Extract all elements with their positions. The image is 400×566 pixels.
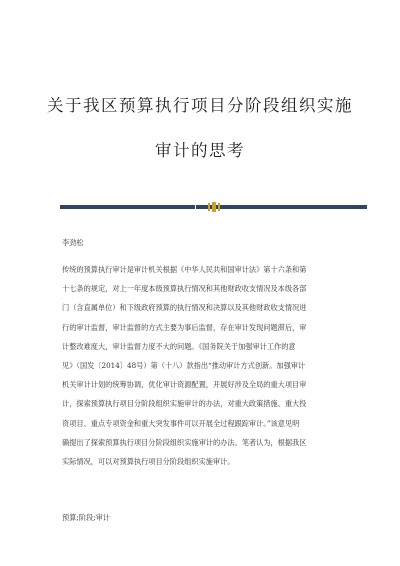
- document-title-line2: 审计的思考: [155, 141, 245, 160]
- body-line: 确提出了探索预算执行项目分阶段组织实施审计的办法。笔者认为，根据我区: [62, 437, 307, 447]
- body-line: 十七条的规定，对上一年度本级预算执行情况和其他财政收支情况及本级各部: [62, 284, 307, 294]
- body-line: 传统的预算执行审计是审计机关根据《中华人民共和国审计法》第十六条和第: [62, 265, 307, 274]
- body-line: 见》（国发〔2014〕48号）第（十八）款指出“推动审计方式创新。加强审计: [62, 360, 306, 370]
- body-line: 门（含直属单位）和下级政府预算的执行情况和决算以及其他财政收支情况进: [62, 303, 307, 313]
- divider-bar-left: [60, 205, 195, 209]
- body-line: 资项目、重点专项资金和重大突发事件可以开展全过程跟踪审计。”该意见明: [62, 418, 300, 428]
- divider-ornament-icon: [196, 202, 232, 212]
- body-line: 计，探索预算执行项目分阶段组织实施审计的办法，对重大政策措施、重大投: [62, 399, 307, 409]
- body-line: 机关审计计划的统筹协调，优化审计资源配置，开展好涉及全局的重大项目审: [62, 380, 307, 390]
- title-divider: [60, 205, 367, 209]
- body-line: 实际情况，可以对预算执行项目分阶段组织实施审计。: [62, 456, 235, 466]
- author-name: 李劲松: [62, 238, 84, 247]
- document-title-line1: 关于我区预算执行项目分阶段组织实施: [47, 96, 353, 115]
- keywords: 预算;阶段;审计: [62, 513, 110, 522]
- body-line: 计整改难度大，审计监督力度不大的问题。《国务院关于加强审计工作的意: [62, 341, 296, 351]
- divider-bar-right: [232, 205, 367, 209]
- body-paragraph: [62, 260, 342, 471]
- body-line: 行的审计监督，审计监督的方式主要为事后监督，存在审计发现问题滞后，审: [62, 322, 307, 332]
